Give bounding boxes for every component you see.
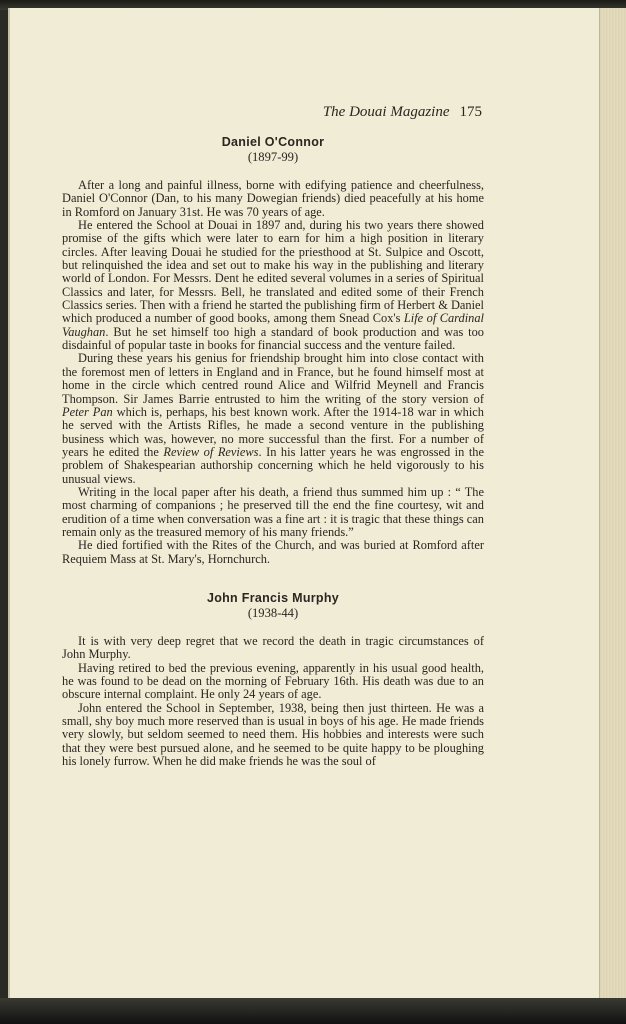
paragraph: Writing in the local paper after his death, a friend thus summed him up : “ The most charming of companions ; he preserved till the end the fine courtesy, wit and erudition of a time when conversation was a fine art : it is tragic that these things can remain only as the treasured memory of his many friends.” — [62, 484, 484, 539]
article-body — [62, 130, 484, 1010]
obituary-years: (1897-99) — [247, 150, 299, 164]
section-gap — [62, 566, 484, 586]
obituary-heading: Daniel O'Connor — [221, 135, 325, 149]
magazine-title: The Douai Magazine — [322, 104, 450, 120]
page-edges — [599, 8, 626, 1002]
paragraph: It is with very deep regret that we record the death in tragic circumstances of John Murphy. — [62, 633, 484, 662]
paragraph: Having retired to bed the previous evening, apparently in his usual good health, he was found to be dead on the morning of February 16th. His death was due to an obscure internal complaint. He only 24 years of age. — [62, 660, 484, 702]
paragraph: He entered the School at Douai in 1897 and, during his two years there showed promise of the gifts which were later to earn for him a high position in literary circles. After leaving Douai he studied for the priesthood at St. Sulpice and Oscott, but relinquished the idea and set out to make his way in the publishing and literary world of London. For Messrs. Dent he edited several volumes in a series of Spiritual Classics and later, for Messrs. Bell, he translated and edited some of their French Classics series. Then with a friend he started the publishing firm of Herbert & Daniel which produced a number of good books, among them Snead Cox's Life of Cardinal Vaughan. But he set himself too high a standard of book production and was too disdainful of popular taste in books for financial success and the venture failed. — [62, 218, 484, 353]
paragraph: During these years his genius for friendship brought him into close contact with the foremost men of letters in England and in France, but he found himself most at home in the circle which centred round Alice and Wilfrid Meynell and Francis Thompson. Sir James Barrie entrusted to him the writing of the story version of Peter Pan which is, perhaps, his best known work. After the 1914-18 war in which he served with the Artists Rifles, he made a second venture in the publishing business which was, however, no more successful than the first. For a number of years he edited the Review of Reviews. In his latter years he was engrossed in the problem of Shakespearian authorship concerning which he held vigorously to his unusual views. — [62, 351, 484, 486]
obituary-heading: John Francis Murphy — [206, 590, 340, 605]
paragraph: John entered the School in September, 1938, being then just thirteen. He was a small, shy boy much more reserved than is usual in boys of his age. He made friends very slowly, but seldom seemed to need them. His hobbies and interests were such that they were best pursued alone, and he seemed to be quite happy to be ploughing his lonely furrow. When he did make friends he was the soul of — [62, 700, 484, 769]
italic-title: Life of Cardinal Vaughan — [62, 311, 484, 339]
page-number: 175 — [459, 104, 482, 120]
obituary-years: (1938-44) — [247, 605, 299, 620]
running-head — [64, 104, 482, 124]
italic-title: Peter Pan — [62, 404, 113, 419]
paragraph: He died fortified with the Rites of the Church, and was buried at Romford after Requiem Mass at St. Mary's, Hornchurch. — [62, 538, 484, 566]
paragraph: After a long and painful illness, borne with edifying patience and cheerfulness, Daniel O'Connor (Dan, to his many Dowegian friends) died peacefully at his home in Romford on January 31st. He was 70 years of age. — [62, 178, 484, 219]
italic-title: Review of Reviews — [163, 444, 259, 459]
